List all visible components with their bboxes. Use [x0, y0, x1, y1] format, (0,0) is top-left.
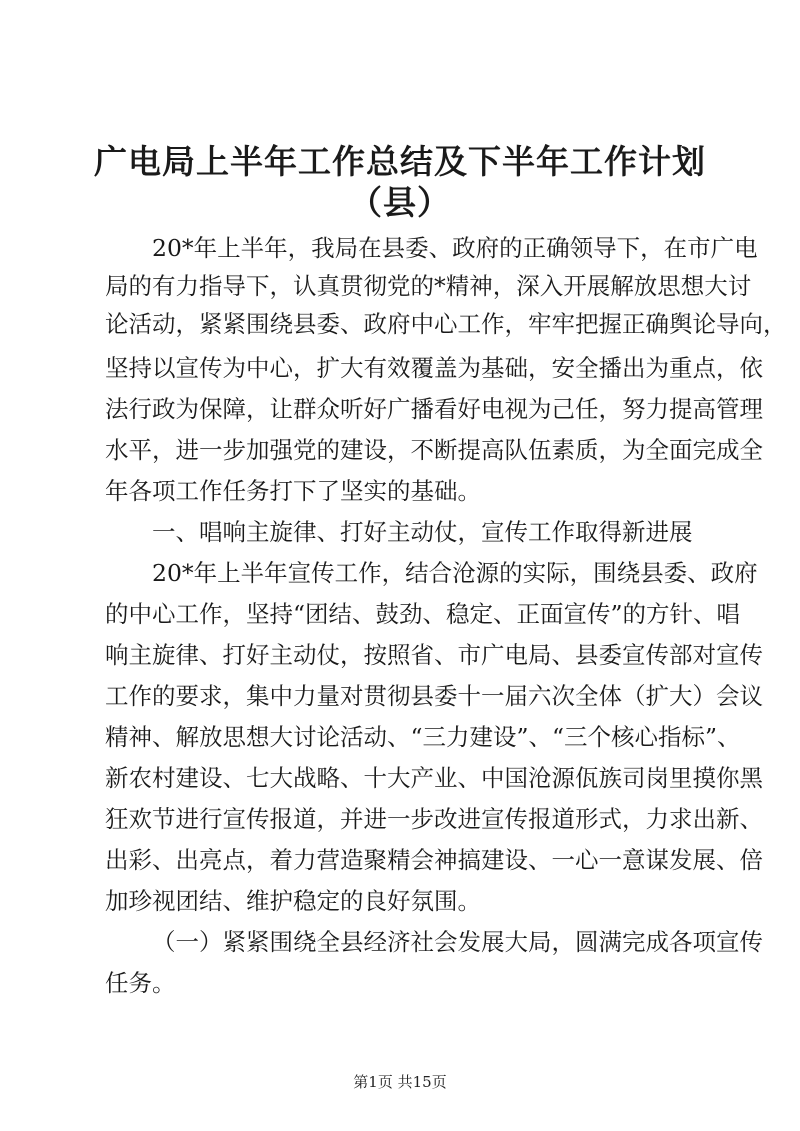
document-title-suffix: （县）: [349, 183, 451, 222]
paragraph-line: 年各项工作任务打下了坚实的基础。: [105, 477, 481, 505]
paragraph-line: 水平，进一步加强党的建设，不断提高队伍素质，为全面完成全: [105, 436, 763, 464]
page-number: 第1页 共15页: [353, 1073, 447, 1091]
paragraph-line: 出彩、出亮点，着力营造聚精会神搞建设、一心一意谋发展、倍: [105, 846, 763, 874]
paragraph-line: 20*年上半年宣传工作，结合沧源的实际，围绕县委、政府: [152, 559, 758, 587]
paragraph-line: 局的有力指导下，认真贯彻党的*精神，深入开展解放思想大讨: [105, 272, 752, 300]
paragraph-line: 的中心工作，坚持“团结、鼓劲、稳定、正面宣传”的方针、唱: [105, 600, 741, 628]
document-title: 广电局上半年工作总结及下半年工作计划: [94, 142, 706, 181]
paragraph-line: 坚持以宣传为中心，扩大有效覆盖为基础，安全播出为重点，依: [105, 354, 763, 382]
paragraph-line: 加珍视团结、维护稳定的良好氛围。: [105, 887, 481, 915]
paragraph-line: 响主旋律、打好主动仗，按照省、市广电局、县委宣传部对宣传: [105, 641, 763, 669]
paragraph-line: 新农村建设、七大战略、十大产业、中国沧源佤族司岗里摸你黑: [105, 764, 763, 792]
paragraph-line: 法行政为保障，让群众听好广播看好电视为己任，努力提高管理: [105, 395, 763, 423]
paragraph-line: 20*年上半年，我局在县委、政府的正确领导下，在市广电: [152, 234, 758, 262]
paragraph-line: 精神、解放思想大讨论活动、“三力建设”、“三个核心指标”、: [105, 723, 741, 751]
paragraph-line: 工作的要求，集中力量对贯彻县委十一届六次全体（扩大）会议: [105, 682, 763, 710]
section-heading: 一、唱响主旋律、打好主动仗，宣传工作取得新进展: [152, 518, 693, 546]
paragraph-line: 论活动，紧紧围绕县委、政府中心工作，牢牢把握正确舆论导向，: [105, 310, 787, 338]
subsection-heading: （一）紧紧围绕全县经济社会发展大局，圆满完成各项宣传: [152, 928, 763, 956]
paragraph-line: 任务。: [105, 969, 176, 997]
paragraph-line: 狂欢节进行宣传报道，并进一步改进宣传报道形式，力求出新、: [105, 805, 763, 833]
